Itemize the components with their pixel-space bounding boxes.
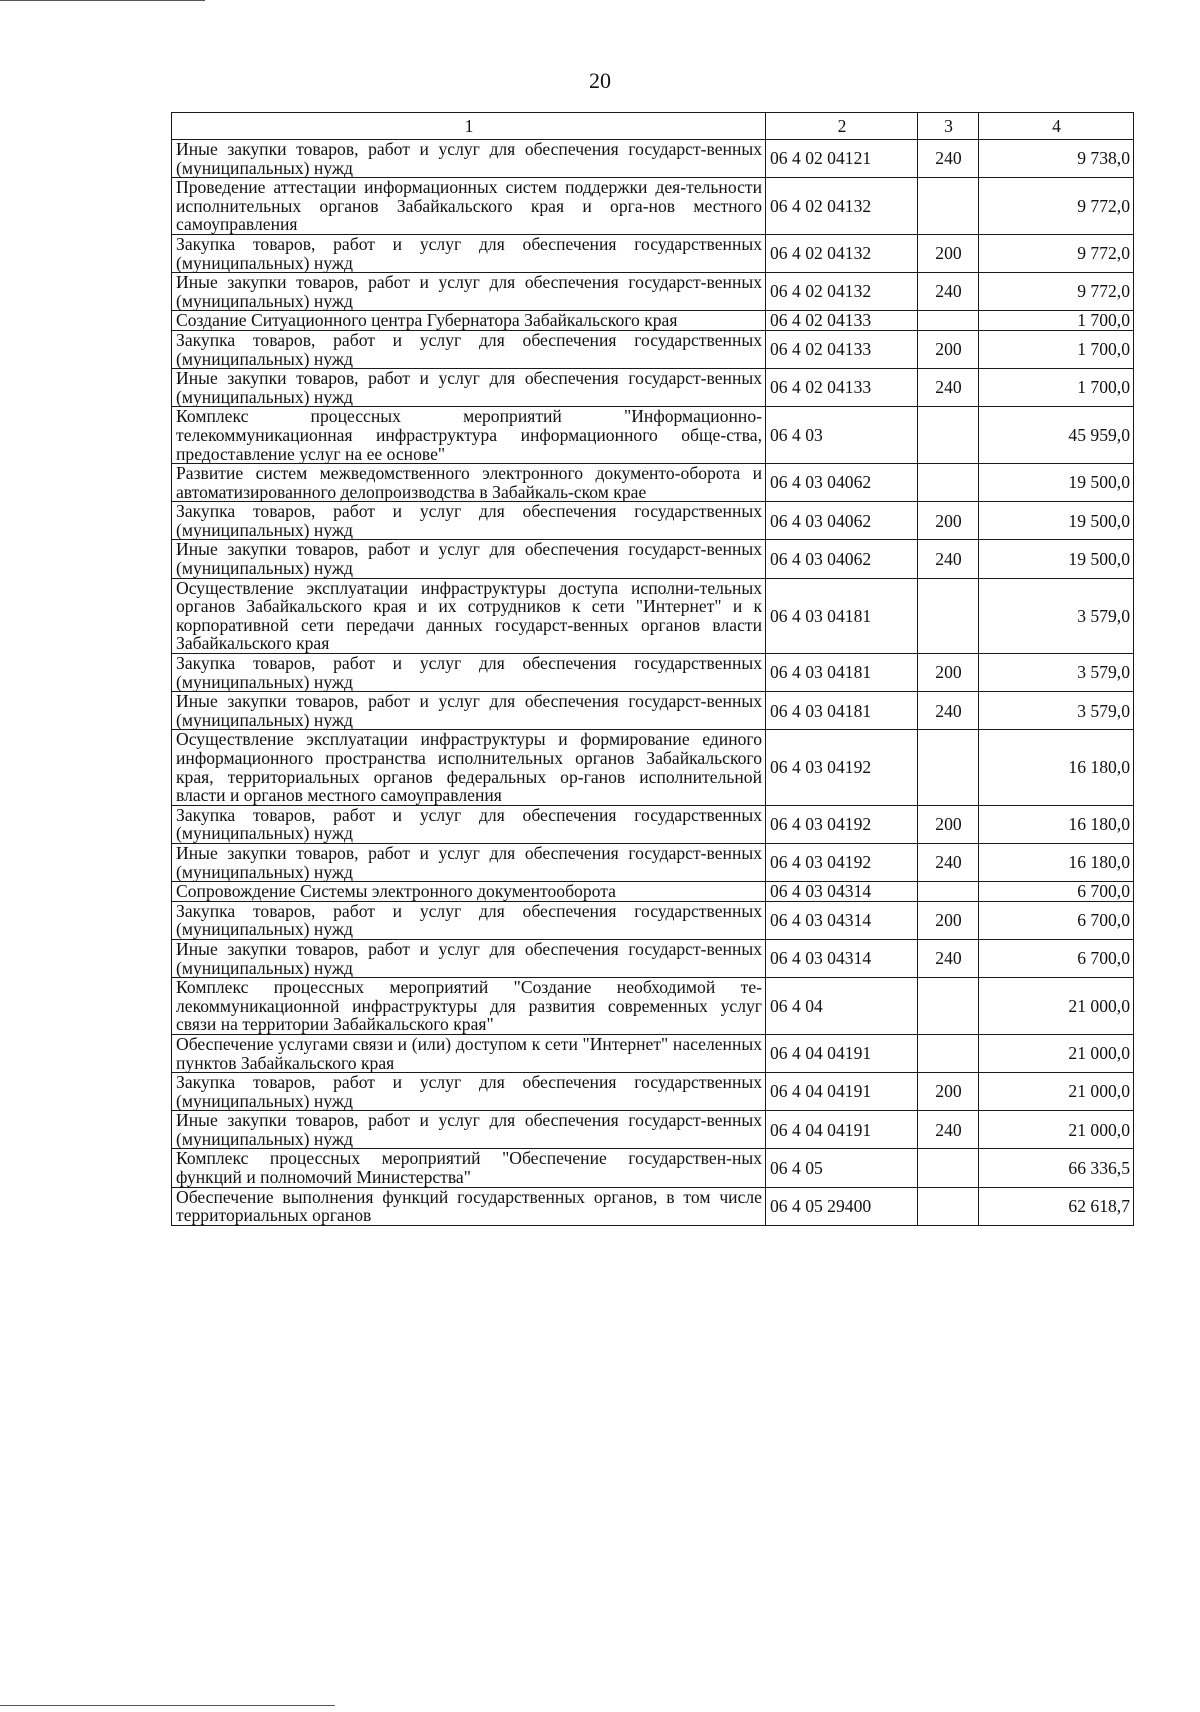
expense-type xyxy=(918,407,979,464)
header-col-4: 4 xyxy=(979,113,1134,140)
amount: 1 700,0 xyxy=(979,369,1134,407)
classification-code: 06 4 03 04062 xyxy=(766,540,918,578)
item-name: Иные закупки товаров, работ и услуг для обеспечения государст-венных (муниципальных) нужд xyxy=(172,1111,766,1149)
classification-code: 06 4 02 04133 xyxy=(766,330,918,368)
amount: 21 000,0 xyxy=(979,1034,1134,1072)
amount: 9 772,0 xyxy=(979,234,1134,272)
item-name: Развитие систем межведомственного электронного документо-оборота и автоматизированного делопроизводства в Забайкаль-ском крае xyxy=(172,464,766,502)
item-name: Иные закупки товаров, работ и услуг для обеспечения государст-венных (муниципальных) нужд xyxy=(172,273,766,311)
amount: 19 500,0 xyxy=(979,540,1134,578)
classification-code: 06 4 02 04132 xyxy=(766,273,918,311)
expense-type xyxy=(918,464,979,502)
expense-type xyxy=(918,1034,979,1072)
amount: 6 700,0 xyxy=(979,939,1134,977)
table-row xyxy=(172,178,1134,235)
expense-type: 200 xyxy=(918,1073,979,1111)
classification-code: 06 4 02 04133 xyxy=(766,311,918,331)
table-row xyxy=(172,464,1134,502)
item-name: Комплекс процессных мероприятий "Информационно-телекоммуникационная инфраструктура информационного обще-ства, предоставление услуг на ее основе" xyxy=(172,407,766,464)
expense-type: 200 xyxy=(918,901,979,939)
amount: 1 700,0 xyxy=(979,311,1134,331)
header-col-2: 2 xyxy=(766,113,918,140)
page-number: 20 xyxy=(589,68,611,93)
item-name: Закупка товаров, работ и услуг для обеспечения государственных (муниципальных) нужд xyxy=(172,330,766,368)
table-row xyxy=(172,882,1134,902)
table-row xyxy=(172,273,1134,311)
table-header xyxy=(172,113,1134,140)
table-row xyxy=(172,939,1134,977)
classification-code: 06 4 02 04121 xyxy=(766,140,918,178)
expense-type xyxy=(918,978,979,1035)
amount: 16 180,0 xyxy=(979,843,1134,881)
expense-type xyxy=(918,1187,979,1225)
classification-code: 06 4 04 04191 xyxy=(766,1111,918,1149)
amount: 62 618,7 xyxy=(979,1187,1134,1225)
item-name: Закупка товаров, работ и услуг для обеспечения государственных (муниципальных) нужд xyxy=(172,654,766,692)
classification-code: 06 4 03 xyxy=(766,407,918,464)
classification-code: 06 4 03 04062 xyxy=(766,464,918,502)
classification-code: 06 4 02 04133 xyxy=(766,369,918,407)
header-row xyxy=(172,113,1134,140)
amount: 45 959,0 xyxy=(979,407,1134,464)
scan-edge-line-bottom xyxy=(0,1705,335,1706)
expense-type: 240 xyxy=(918,540,979,578)
amount: 9 772,0 xyxy=(979,273,1134,311)
expense-type: 240 xyxy=(918,939,979,977)
expense-type xyxy=(918,178,979,235)
amount: 3 579,0 xyxy=(979,578,1134,653)
item-name: Иные закупки товаров, работ и услуг для обеспечения государст-венных (муниципальных) нужд xyxy=(172,843,766,881)
classification-code: 06 4 04 xyxy=(766,978,918,1035)
table-row xyxy=(172,901,1134,939)
classification-code: 06 4 03 04314 xyxy=(766,882,918,902)
item-name: Обеспечение услугами связи и (или) доступом к сети "Интернет" населенных пунктов Забайкальского края xyxy=(172,1034,766,1072)
expense-type: 200 xyxy=(918,805,979,843)
item-name: Осуществление эксплуатации инфраструктуры и формирование единого информационного пространства исполнительных органов Забайкальского края, территориальных органов федеральных ор-ганов исполнительной власти и органов местного самоуправления xyxy=(172,730,766,805)
item-name: Иные закупки товаров, работ и услуг для обеспечения государст-венных (муниципальных) нужд xyxy=(172,540,766,578)
expense-type: 240 xyxy=(918,140,979,178)
header-col-1: 1 xyxy=(172,113,766,140)
table-row xyxy=(172,1073,1134,1111)
classification-code: 06 4 03 04062 xyxy=(766,502,918,540)
amount: 16 180,0 xyxy=(979,805,1134,843)
expense-type: 200 xyxy=(918,330,979,368)
expense-type: 200 xyxy=(918,234,979,272)
classification-code: 06 4 02 04132 xyxy=(766,234,918,272)
expense-type xyxy=(918,1149,979,1187)
amount: 19 500,0 xyxy=(979,464,1134,502)
item-name: Обеспечение выполнения функций государственных органов, в том числе территориальных органов xyxy=(172,1187,766,1225)
item-name: Проведение аттестации информационных систем поддержки дея-тельности исполнительных органов Забайкальского края и орга-нов местного самоуправления xyxy=(172,178,766,235)
item-name: Закупка товаров, работ и услуг для обеспечения государственных (муниципальных) нужд xyxy=(172,805,766,843)
classification-code: 06 4 03 04314 xyxy=(766,939,918,977)
amount: 3 579,0 xyxy=(979,654,1134,692)
classification-code: 06 4 04 04191 xyxy=(766,1073,918,1111)
item-name: Комплекс процессных мероприятий "Обеспечение государствен-ных функций и полномочий Министерства" xyxy=(172,1149,766,1187)
classification-code: 06 4 05 29400 xyxy=(766,1187,918,1225)
table-row xyxy=(172,805,1134,843)
table-row xyxy=(172,692,1134,730)
amount: 6 700,0 xyxy=(979,882,1134,902)
scan-edge-line-top xyxy=(0,0,205,1)
item-name: Иные закупки товаров, работ и услуг для обеспечения государст-венных (муниципальных) нужд xyxy=(172,369,766,407)
header-col-3: 3 xyxy=(918,113,979,140)
classification-code: 06 4 03 04181 xyxy=(766,578,918,653)
amount: 21 000,0 xyxy=(979,1073,1134,1111)
item-name: Иные закупки товаров, работ и услуг для обеспечения государст-венных (муниципальных) нужд xyxy=(172,140,766,178)
classification-code: 06 4 03 04181 xyxy=(766,692,918,730)
item-name: Иные закупки товаров, работ и услуг для обеспечения государст-венных (муниципальных) нужд xyxy=(172,692,766,730)
item-name: Закупка товаров, работ и услуг для обеспечения государственных (муниципальных) нужд xyxy=(172,234,766,272)
classification-code: 06 4 03 04192 xyxy=(766,730,918,805)
table-row xyxy=(172,330,1134,368)
table-row xyxy=(172,1187,1134,1225)
expense-type: 240 xyxy=(918,369,979,407)
expense-type: 200 xyxy=(918,502,979,540)
amount: 66 336,5 xyxy=(979,1149,1134,1187)
classification-code: 06 4 02 04132 xyxy=(766,178,918,235)
table-row xyxy=(172,540,1134,578)
expense-type xyxy=(918,882,979,902)
table-row xyxy=(172,234,1134,272)
table-row xyxy=(172,369,1134,407)
table-row xyxy=(172,140,1134,178)
amount: 1 700,0 xyxy=(979,330,1134,368)
item-name: Создание Ситуационного центра Губернатора Забайкальского края xyxy=(172,311,766,331)
amount: 3 579,0 xyxy=(979,692,1134,730)
expense-type: 240 xyxy=(918,273,979,311)
item-name: Закупка товаров, работ и услуг для обеспечения государственных (муниципальных) нужд xyxy=(172,502,766,540)
amount: 19 500,0 xyxy=(979,502,1134,540)
table-row xyxy=(172,1111,1134,1149)
table-row xyxy=(172,1149,1134,1187)
table-body xyxy=(172,140,1134,1226)
amount: 21 000,0 xyxy=(979,1111,1134,1149)
table-row xyxy=(172,978,1134,1035)
item-name: Комплекс процессных мероприятий "Создание необходимой те-лекоммуникационной инфраструктуры для развития современных услуг связи на территории Забайкальского края" xyxy=(172,978,766,1035)
budget-table xyxy=(171,112,1134,1226)
table-row xyxy=(172,843,1134,881)
classification-code: 06 4 03 04314 xyxy=(766,901,918,939)
expense-type: 240 xyxy=(918,1111,979,1149)
amount: 16 180,0 xyxy=(979,730,1134,805)
amount: 21 000,0 xyxy=(979,978,1134,1035)
expense-type: 240 xyxy=(918,843,979,881)
expense-type xyxy=(918,311,979,331)
expense-type: 200 xyxy=(918,654,979,692)
classification-code: 06 4 04 04191 xyxy=(766,1034,918,1072)
table-row xyxy=(172,311,1134,331)
item-name: Иные закупки товаров, работ и услуг для обеспечения государст-венных (муниципальных) нужд xyxy=(172,939,766,977)
classification-code: 06 4 05 xyxy=(766,1149,918,1187)
classification-code: 06 4 03 04192 xyxy=(766,805,918,843)
table-row xyxy=(172,407,1134,464)
classification-code: 06 4 03 04181 xyxy=(766,654,918,692)
item-name: Закупка товаров, работ и услуг для обеспечения государственных (муниципальных) нужд xyxy=(172,1073,766,1111)
expense-type: 240 xyxy=(918,692,979,730)
amount: 9 772,0 xyxy=(979,178,1134,235)
table-row xyxy=(172,654,1134,692)
table-row xyxy=(172,730,1134,805)
expense-type xyxy=(918,578,979,653)
amount: 6 700,0 xyxy=(979,901,1134,939)
classification-code: 06 4 03 04192 xyxy=(766,843,918,881)
table-row xyxy=(172,502,1134,540)
item-name: Закупка товаров, работ и услуг для обеспечения государственных (муниципальных) нужд xyxy=(172,901,766,939)
expense-type xyxy=(918,730,979,805)
item-name: Осуществление эксплуатации инфраструктуры доступа исполни-тельных органов Забайкальского края и их сотрудников к сети "Интернет" и к корпоративной сети передачи данных государст-венных органов власти Забайкальского края xyxy=(172,578,766,653)
table-row xyxy=(172,578,1134,653)
amount: 9 738,0 xyxy=(979,140,1134,178)
item-name: Сопровождение Системы электронного документооборота xyxy=(172,882,766,902)
table-row xyxy=(172,1034,1134,1072)
